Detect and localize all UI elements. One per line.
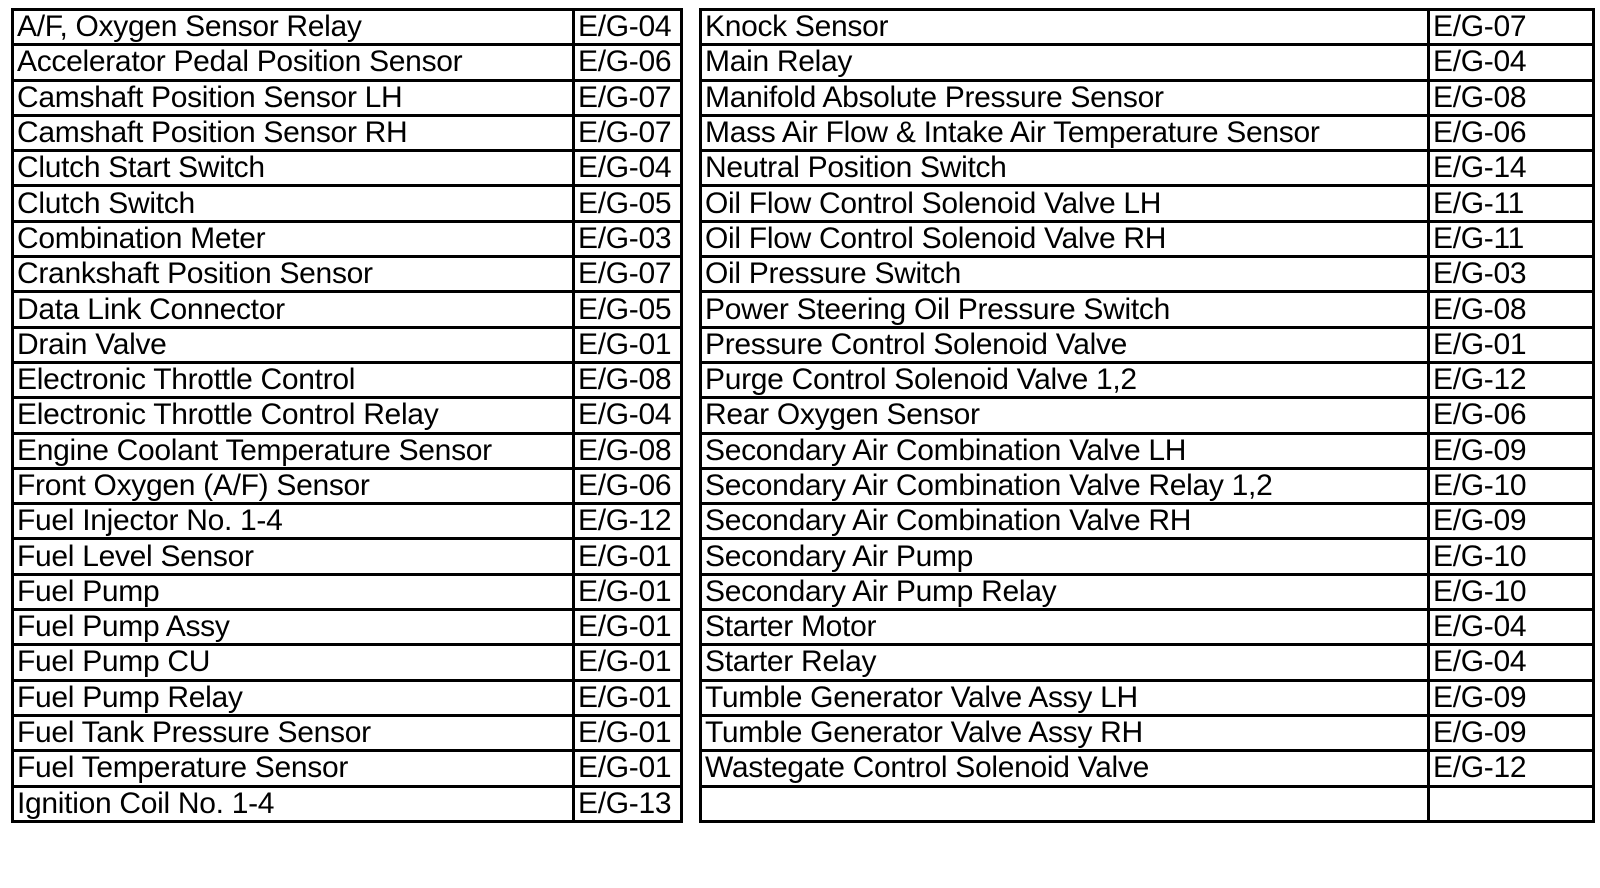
diagram-code-cell: E/G-04	[1429, 45, 1594, 80]
table-row	[701, 80, 1594, 115]
table-row	[13, 292, 682, 327]
component-name-cell: Fuel Pump CU	[13, 645, 574, 680]
table-row	[13, 504, 682, 539]
component-name-cell: Oil Pressure Switch	[701, 257, 1429, 292]
diagram-code-cell: E/G-04	[1429, 610, 1594, 645]
table-row	[701, 221, 1594, 256]
diagram-code-cell: E/G-04	[574, 151, 682, 186]
diagram-code-cell: E/G-09	[1429, 433, 1594, 468]
table-row	[13, 362, 682, 397]
component-name-cell: Starter Motor	[701, 610, 1429, 645]
table-row	[13, 221, 682, 256]
table-row	[13, 468, 682, 503]
table-row	[13, 115, 682, 150]
table-row	[13, 574, 682, 609]
diagram-code-cell: E/G-01	[574, 645, 682, 680]
component-name-cell: Drain Valve	[13, 327, 574, 362]
table-row	[701, 645, 1594, 680]
table-row	[701, 257, 1594, 292]
table-row	[13, 186, 682, 221]
component-name-cell: Accelerator Pedal Position Sensor	[13, 45, 574, 80]
component-name-cell: Pressure Control Solenoid Valve	[701, 327, 1429, 362]
diagram-code-cell: E/G-08	[1429, 292, 1594, 327]
table-row	[701, 186, 1594, 221]
table-row	[13, 398, 682, 433]
component-name-cell: Rear Oxygen Sensor	[701, 398, 1429, 433]
diagram-code-cell: E/G-09	[1429, 504, 1594, 539]
diagram-code-cell: E/G-11	[1429, 186, 1594, 221]
component-name-cell: Electronic Throttle Control	[13, 362, 574, 397]
diagram-code-cell: E/G-12	[574, 504, 682, 539]
component-name-cell: Clutch Switch	[13, 186, 574, 221]
table-row	[13, 433, 682, 468]
component-name-cell: Electronic Throttle Control Relay	[13, 398, 574, 433]
diagram-code-cell: E/G-01	[574, 680, 682, 715]
diagram-code-cell: E/G-01	[574, 751, 682, 786]
diagram-code-cell: E/G-04	[574, 398, 682, 433]
component-name-cell: Fuel Injector No. 1-4	[13, 504, 574, 539]
diagram-code-cell: E/G-10	[1429, 539, 1594, 574]
diagram-code-cell: E/G-10	[1429, 574, 1594, 609]
diagram-code-cell: E/G-03	[574, 221, 682, 256]
component-name-cell: Manifold Absolute Pressure Sensor	[701, 80, 1429, 115]
component-name-cell: Fuel Temperature Sensor	[13, 751, 574, 786]
diagram-code-cell: E/G-04	[1429, 645, 1594, 680]
table-row	[13, 80, 682, 115]
component-name-cell	[701, 786, 1429, 821]
diagram-code-cell: E/G-01	[1429, 327, 1594, 362]
component-name-cell: Data Link Connector	[13, 292, 574, 327]
diagram-code-cell	[1429, 786, 1594, 821]
component-name-cell: Wastegate Control Solenoid Valve	[701, 751, 1429, 786]
table-row	[701, 786, 1594, 821]
table-row	[13, 715, 682, 750]
table-row	[701, 115, 1594, 150]
table-row	[701, 504, 1594, 539]
diagram-code-cell: E/G-13	[574, 786, 682, 821]
component-name-cell: Oil Flow Control Solenoid Valve RH	[701, 221, 1429, 256]
component-name-cell: Camshaft Position Sensor LH	[13, 80, 574, 115]
table-row	[13, 257, 682, 292]
diagram-code-cell: E/G-06	[574, 468, 682, 503]
diagram-code-cell: E/G-14	[1429, 151, 1594, 186]
component-name-cell: Oil Flow Control Solenoid Valve LH	[701, 186, 1429, 221]
component-name-cell: Mass Air Flow & Intake Air Temperature Sensor	[701, 115, 1429, 150]
diagram-code-cell: E/G-12	[1429, 362, 1594, 397]
diagram-code-cell: E/G-01	[574, 610, 682, 645]
diagram-code-cell: E/G-01	[574, 539, 682, 574]
diagram-code-cell: E/G-09	[1429, 680, 1594, 715]
table-row	[701, 574, 1594, 609]
diagram-code-cell: E/G-01	[574, 715, 682, 750]
diagram-code-cell: E/G-07	[1429, 10, 1594, 45]
component-name-cell: Starter Relay	[701, 645, 1429, 680]
diagram-code-cell: E/G-07	[574, 80, 682, 115]
component-name-cell: Secondary Air Pump Relay	[701, 574, 1429, 609]
component-name-cell: Combination Meter	[13, 221, 574, 256]
diagram-code-cell: E/G-05	[574, 186, 682, 221]
table-row	[701, 45, 1594, 80]
component-name-cell: Purge Control Solenoid Valve 1,2	[701, 362, 1429, 397]
component-index-table-left	[11, 8, 683, 823]
table-row	[13, 539, 682, 574]
component-name-cell: Main Relay	[701, 45, 1429, 80]
table-row	[701, 327, 1594, 362]
component-name-cell: Power Steering Oil Pressure Switch	[701, 292, 1429, 327]
diagram-code-cell: E/G-06	[1429, 398, 1594, 433]
component-name-cell: Engine Coolant Temperature Sensor	[13, 433, 574, 468]
right-table-body	[701, 10, 1594, 822]
component-name-cell: Tumble Generator Valve Assy LH	[701, 680, 1429, 715]
diagram-code-cell: E/G-06	[574, 45, 682, 80]
diagram-code-cell: E/G-07	[574, 115, 682, 150]
component-name-cell: Secondary Air Combination Valve LH	[701, 433, 1429, 468]
table-row	[701, 398, 1594, 433]
component-name-cell: Knock Sensor	[701, 10, 1429, 45]
diagram-code-cell: E/G-01	[574, 327, 682, 362]
table-row	[701, 539, 1594, 574]
diagram-code-cell: E/G-08	[1429, 80, 1594, 115]
diagram-code-cell: E/G-08	[574, 433, 682, 468]
table-row	[13, 680, 682, 715]
table-row	[701, 292, 1594, 327]
diagram-code-cell: E/G-06	[1429, 115, 1594, 150]
component-index-table-right	[699, 8, 1595, 823]
table-row	[701, 151, 1594, 186]
diagram-code-cell: E/G-11	[1429, 221, 1594, 256]
component-name-cell: Camshaft Position Sensor RH	[13, 115, 574, 150]
table-row	[701, 433, 1594, 468]
table-row	[701, 680, 1594, 715]
component-name-cell: Neutral Position Switch	[701, 151, 1429, 186]
component-name-cell: Front Oxygen (A/F) Sensor	[13, 468, 574, 503]
component-name-cell: Secondary Air Combination Valve Relay 1,2	[701, 468, 1429, 503]
table-row	[13, 327, 682, 362]
table-row	[13, 10, 682, 45]
component-name-cell: Secondary Air Pump	[701, 539, 1429, 574]
left-table-body	[13, 10, 682, 822]
table-row	[13, 151, 682, 186]
component-name-cell: Crankshaft Position Sensor	[13, 257, 574, 292]
table-row	[701, 362, 1594, 397]
diagram-code-cell: E/G-01	[574, 574, 682, 609]
diagram-code-cell: E/G-08	[574, 362, 682, 397]
diagram-code-cell: E/G-04	[574, 10, 682, 45]
diagram-code-cell: E/G-05	[574, 292, 682, 327]
component-name-cell: Secondary Air Combination Valve RH	[701, 504, 1429, 539]
table-row	[13, 610, 682, 645]
table-row	[13, 751, 682, 786]
diagram-code-cell: E/G-12	[1429, 751, 1594, 786]
table-row	[13, 45, 682, 80]
diagram-code-cell: E/G-10	[1429, 468, 1594, 503]
diagram-code-cell: E/G-03	[1429, 257, 1594, 292]
table-row	[701, 468, 1594, 503]
component-name-cell: Fuel Pump Relay	[13, 680, 574, 715]
diagram-code-cell: E/G-09	[1429, 715, 1594, 750]
component-name-cell: Fuel Tank Pressure Sensor	[13, 715, 574, 750]
component-name-cell: A/F, Oxygen Sensor Relay	[13, 10, 574, 45]
component-name-cell: Fuel Pump	[13, 574, 574, 609]
component-name-cell: Clutch Start Switch	[13, 151, 574, 186]
table-divider	[680, 8, 699, 857]
diagram-code-cell: E/G-07	[574, 257, 682, 292]
table-row	[701, 715, 1594, 750]
table-row	[13, 786, 682, 821]
component-name-cell: Fuel Level Sensor	[13, 539, 574, 574]
table-row	[13, 645, 682, 680]
table-row	[701, 751, 1594, 786]
table-row	[701, 610, 1594, 645]
table-row	[701, 10, 1594, 45]
component-name-cell: Tumble Generator Valve Assy RH	[701, 715, 1429, 750]
component-name-cell: Fuel Pump Assy	[13, 610, 574, 645]
component-name-cell: Ignition Coil No. 1-4	[13, 786, 574, 821]
